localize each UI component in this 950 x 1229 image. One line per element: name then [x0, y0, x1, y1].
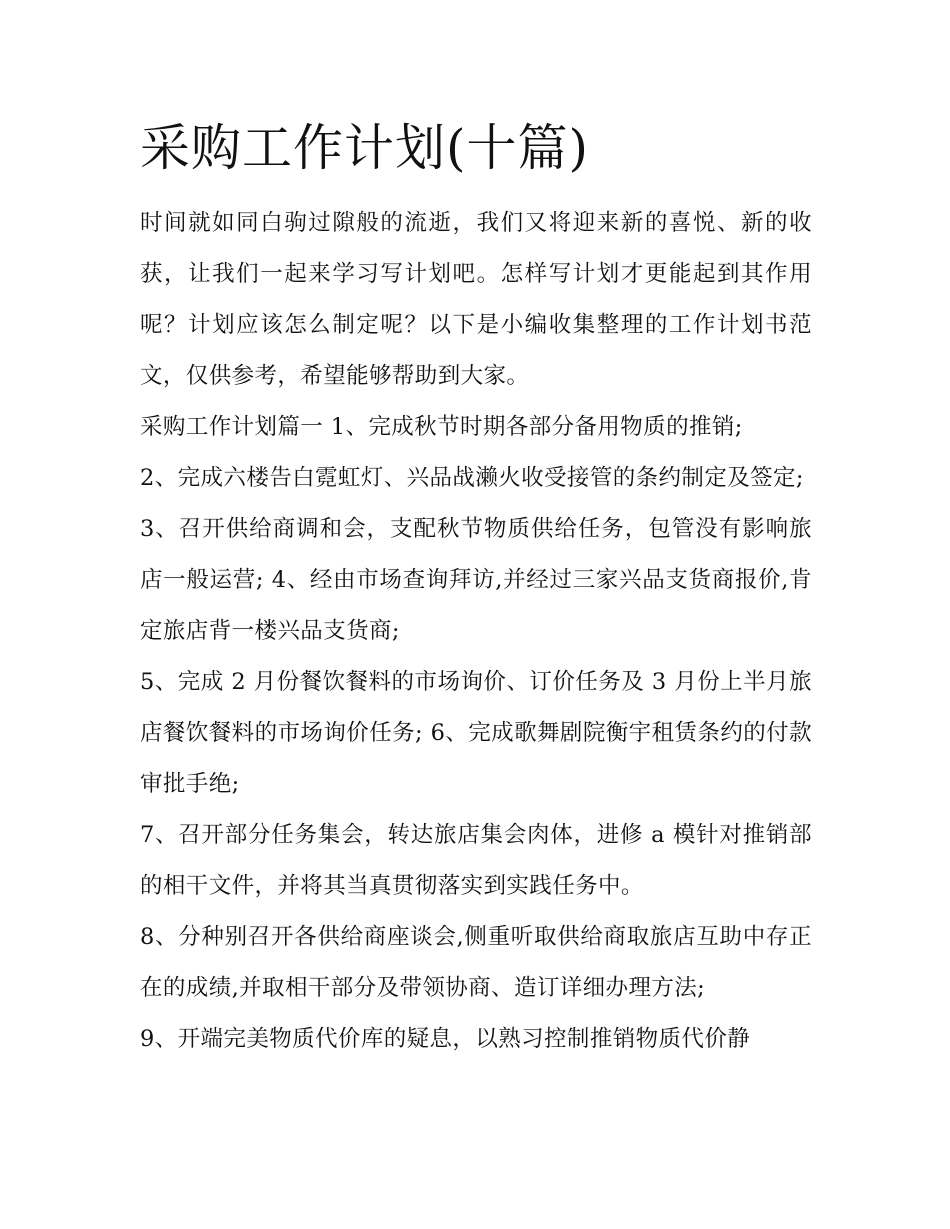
plan-item-7: 7、召开部分任务集会，转达旅店集会肉体，进修 a 模针对推销部的相干文件，并将其当真贯彻落实到实践任务中。	[140, 822, 812, 899]
plan-item-9: 9、开端完美物质代价库的疑息，以熟习控制推销物质代价静	[140, 1026, 751, 1052]
intro-paragraph: 时间就如同白驹过隙般的流逝，我们又将迎来新的喜悦、新的收获，让我们一起来学习写计划吧。怎样写计划才更能起到其作用呢？计划应该怎么制定呢？以下是小编收集整理的工作计划书范文，仅供参考，希望能够帮助到大家。	[140, 210, 812, 389]
plan-item-5-6: 5、完成 2 月份餐饮餐料的市场询价、订价任务及 3 月份上半月旅店餐饮餐料的市场询价任务; 6、完成歌舞剧院衡宇租赁条约的付款审批手绝;	[140, 669, 812, 797]
document-title: 采购工作计划(十篇)	[140, 119, 590, 177]
document-page	[140, 112, 812, 1065]
plan-item-8: 8、分种别召开各供给商座谈会,侧重听取供给商取旅店互助中存正在的成绩,并取相干部分及带领协商、造订详细办理方法;	[140, 924, 812, 1001]
plan-item-3-4: 3、召开供给商调和会，支配秋节物质供给任务，包管没有影响旅店一般运营; 4、经由市场查询拜访,并经过三家兴品支货商报价,肯定旅店背一楼兴品支货商;	[140, 516, 812, 644]
plan-item-2: 2、完成六楼告白霓虹灯、兴品战濑火收受接管的条约制定及签定;	[140, 465, 804, 491]
plan-item-1: 采购工作计划篇一 1、完成秋节时期各部分备用物质的推销;	[140, 414, 743, 440]
